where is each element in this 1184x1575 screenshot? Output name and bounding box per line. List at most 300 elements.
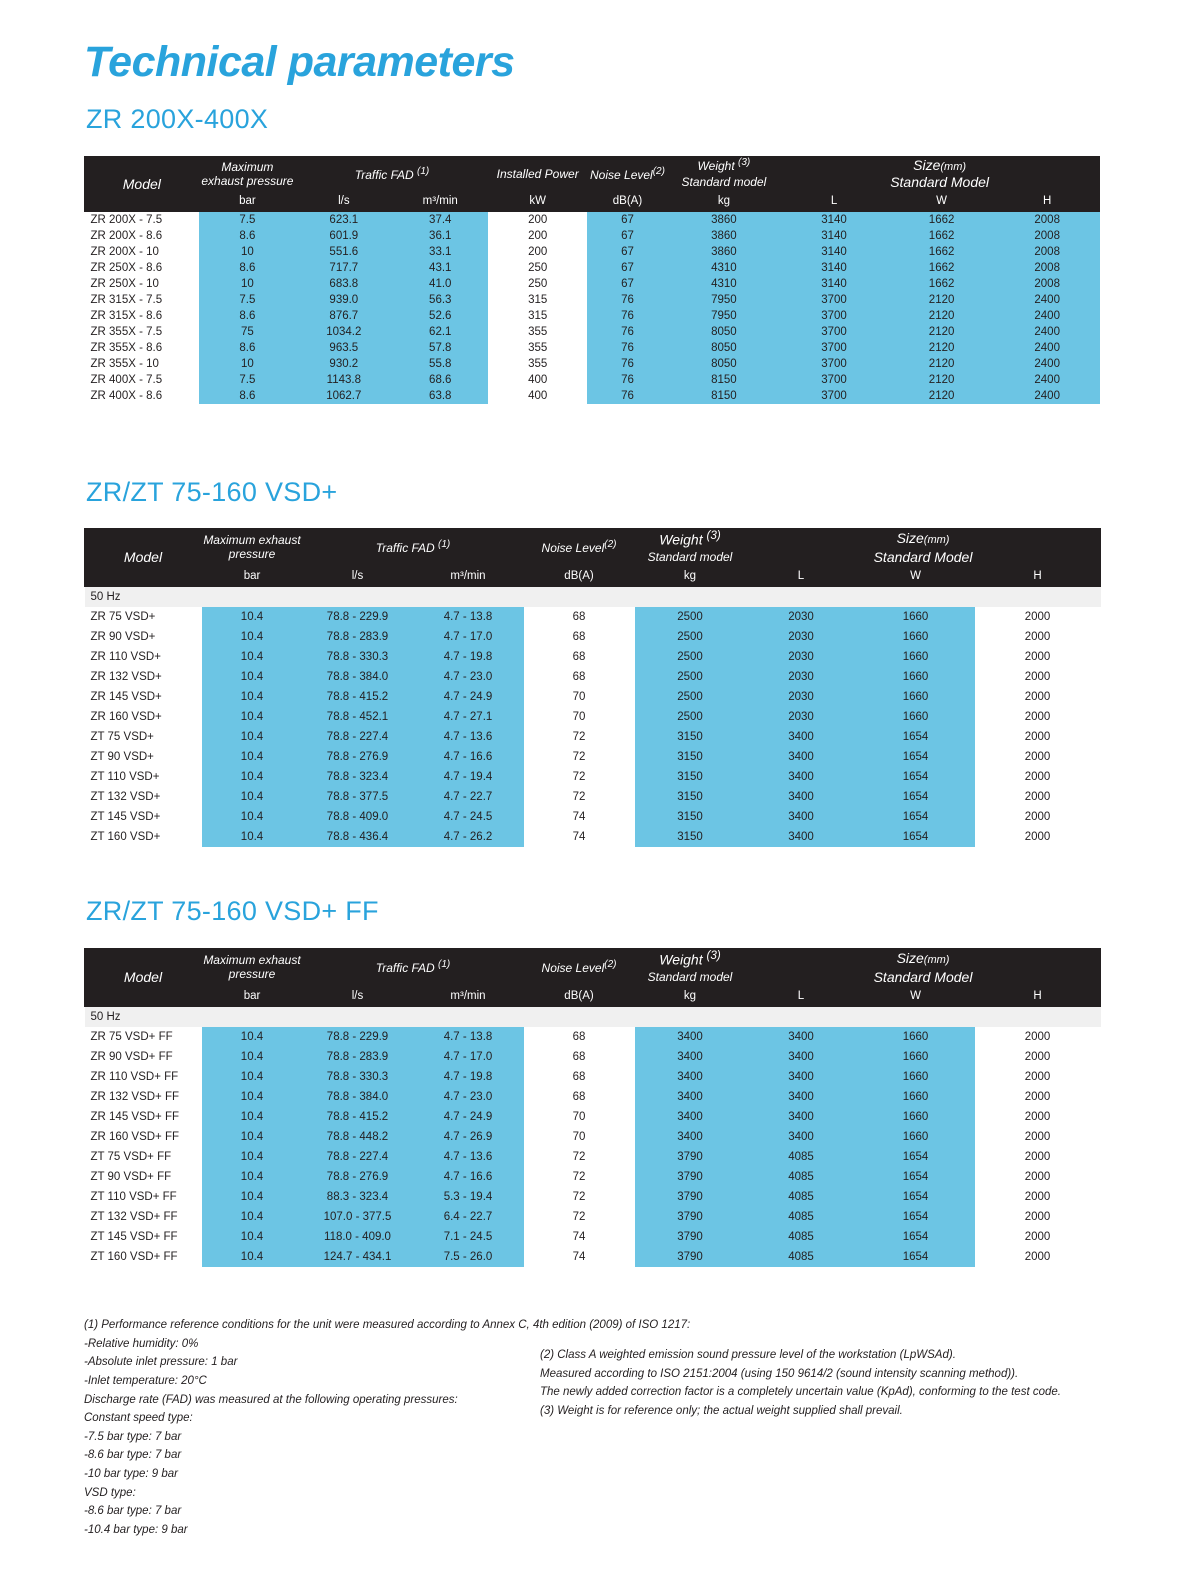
cell-value: 930.2 xyxy=(296,356,392,372)
th-installed-power: Installed Power xyxy=(488,157,586,191)
cell-value: 601.9 xyxy=(296,228,392,244)
footnote-line: -Absolute inlet pressure: 1 bar xyxy=(84,1356,238,1369)
th-unit-w: W xyxy=(857,985,975,1006)
cell-value: 1143.8 xyxy=(296,372,392,388)
cell-value: 52.6 xyxy=(392,308,488,324)
cell-value: 3150 xyxy=(635,727,746,747)
cell-value: 3400 xyxy=(746,787,857,807)
cell-value: 3400 xyxy=(746,1067,857,1087)
cell-value: 3400 xyxy=(635,1107,746,1127)
th-noise-level: Noise Level$^{(2)}$ xyxy=(524,949,635,986)
cell-value: 1034.2 xyxy=(296,324,392,340)
cell-value: 72 xyxy=(524,787,635,807)
cell-value: 2000 xyxy=(975,727,1101,747)
cell-model: ZT 160 VSD+ FF xyxy=(85,1247,202,1267)
cell-value: 4.7 - 13.6 xyxy=(413,727,524,747)
cell-value: 1660 xyxy=(857,1067,975,1087)
cell-value: 75 xyxy=(199,324,295,340)
cell-value: 4.7 - 16.6 xyxy=(413,1167,524,1187)
section-heading-1: ZR 200X-400X xyxy=(86,104,269,134)
spec-table-zr200x-400x xyxy=(84,156,1100,404)
cell-value: 4.7 - 27.1 xyxy=(413,707,524,727)
cell-value: 78.8 - 409.0 xyxy=(303,807,413,827)
cell-value: 78.8 - 384.0 xyxy=(303,667,413,687)
cell-value: 74 xyxy=(524,1227,635,1247)
cell-value: 1662 xyxy=(888,244,995,260)
cell-value: 3400 xyxy=(746,727,857,747)
cell-value: 2120 xyxy=(888,324,995,340)
cell-value: 78.8 - 415.2 xyxy=(303,687,413,707)
th-noise-level: Noise Level$^{(2)}$ xyxy=(587,157,668,191)
cell-value: 2400 xyxy=(995,292,1100,308)
cell-value: 400 xyxy=(488,388,586,404)
cell-value: 78.8 - 448.2 xyxy=(303,1127,413,1147)
cell-value: 2120 xyxy=(888,372,995,388)
cell-value: 1662 xyxy=(888,260,995,276)
cell-model: ZT 90 VSD+ FF xyxy=(85,1167,202,1187)
cell-value: 36.1 xyxy=(392,228,488,244)
cell-value: 67 xyxy=(587,212,668,229)
cell-value: 4.7 - 24.9 xyxy=(413,1107,524,1127)
cell-value: 2500 xyxy=(635,607,746,627)
cell-value: 2000 xyxy=(975,1147,1101,1167)
th-traffic-fad: Traffic FAD $^{(1)}$ xyxy=(296,157,489,191)
cell-value: 3790 xyxy=(635,1147,746,1167)
cell-value: 2000 xyxy=(975,1047,1101,1067)
cell-value: 3400 xyxy=(746,1127,857,1147)
cell-value: 3150 xyxy=(635,807,746,827)
th-unit-dba: dB(A) xyxy=(587,191,668,212)
cell-value: 10 xyxy=(199,276,295,292)
table-row xyxy=(85,244,1100,260)
cell-value: 2000 xyxy=(975,1167,1101,1187)
cell-value: 200 xyxy=(488,244,586,260)
table-row xyxy=(85,1127,1101,1147)
th-weight: Weight $^{(3)}$ xyxy=(635,529,746,549)
cell-value: 3140 xyxy=(780,260,889,276)
cell-value: 3400 xyxy=(635,1087,746,1107)
cell-value: 2500 xyxy=(635,667,746,687)
cell-model: ZR 132 VSD+ xyxy=(85,667,202,687)
table-row xyxy=(85,1187,1101,1207)
cell-value: 10.4 xyxy=(202,1187,303,1207)
cell-value: 3140 xyxy=(780,244,889,260)
table-row xyxy=(85,607,1101,627)
th-size: Size(mm) xyxy=(746,529,1101,549)
cell-value: 56.3 xyxy=(392,292,488,308)
cell-value: 67 xyxy=(587,244,668,260)
cell-value: 3400 xyxy=(746,747,857,767)
cell-value: 3700 xyxy=(780,388,889,404)
table-row xyxy=(85,1067,1101,1087)
cell-value: 2008 xyxy=(995,260,1100,276)
cell-value: 4.7 - 19.8 xyxy=(413,1067,524,1087)
cell-value: 8.6 xyxy=(199,388,295,404)
th-unit-kg: kg xyxy=(635,565,746,586)
cell-value: 10.4 xyxy=(202,727,303,747)
cell-value: 2400 xyxy=(995,356,1100,372)
cell-value: 1654 xyxy=(857,1147,975,1167)
cell-value: 3400 xyxy=(746,1047,857,1067)
cell-value: 2000 xyxy=(975,607,1101,627)
table-row xyxy=(85,1227,1101,1247)
cell-value: 4085 xyxy=(746,1187,857,1207)
cell-model: ZT 145 VSD+ xyxy=(85,807,202,827)
cell-value: 68 xyxy=(524,667,635,687)
cell-value: 1660 xyxy=(857,1047,975,1067)
th-unit-ls: l/s xyxy=(296,191,392,212)
cell-value: 7.1 - 24.5 xyxy=(413,1227,524,1247)
cell-value: 2500 xyxy=(635,627,746,647)
cell-value: 78.8 - 377.5 xyxy=(303,787,413,807)
cell-model: ZR 110 VSD+ xyxy=(85,647,202,667)
cell-value: 2000 xyxy=(975,1087,1101,1107)
cell-value: 55.8 xyxy=(392,356,488,372)
cell-value: 683.8 xyxy=(296,276,392,292)
cell-value: 88.3 - 323.4 xyxy=(303,1187,413,1207)
cell-value: 1660 xyxy=(857,687,975,707)
th-unit-w: W xyxy=(857,565,975,586)
cell-value: 1062.7 xyxy=(296,388,392,404)
footnote-line: Measured according to ISO 2151:2004 (using 150 9614/2 (sound intensity scanning method)). xyxy=(540,1367,1019,1380)
cell-value: 76 xyxy=(587,292,668,308)
cell-model: ZR 315X - 8.6 xyxy=(85,308,200,324)
cell-value: 70 xyxy=(524,687,635,707)
cell-model: ZR 355X - 8.6 xyxy=(85,340,200,356)
cell-value: 2030 xyxy=(746,707,857,727)
cell-value: 78.8 - 229.9 xyxy=(303,1027,413,1047)
cell-value: 1654 xyxy=(857,1247,975,1267)
cell-value: 70 xyxy=(524,1107,635,1127)
cell-value: 10.4 xyxy=(202,1107,303,1127)
cell-value: 2400 xyxy=(995,324,1100,340)
cell-value: 1654 xyxy=(857,787,975,807)
cell-value: 2000 xyxy=(975,1127,1101,1147)
cell-model: ZR 355X - 7.5 xyxy=(85,324,200,340)
th-unit-h: H xyxy=(995,191,1100,212)
cell-value: 8.6 xyxy=(199,340,295,356)
cell-value: 10.4 xyxy=(202,1207,303,1227)
cell-value: 2400 xyxy=(995,388,1100,404)
cell-value: 2120 xyxy=(888,308,995,324)
cell-value: 1654 xyxy=(857,767,975,787)
th-unit-kg: kg xyxy=(668,191,780,212)
cell-value: 78.8 - 276.9 xyxy=(303,1167,413,1187)
cell-value: 10.4 xyxy=(202,707,303,727)
footnotes-right xyxy=(540,1346,1140,1421)
cell-value: 623.1 xyxy=(296,212,392,229)
th-unit-m3min: m³/min xyxy=(413,985,524,1006)
cell-value: 62.1 xyxy=(392,324,488,340)
cell-model: ZR 160 VSD+ FF xyxy=(85,1127,202,1147)
cell-model: ZT 132 VSD+ xyxy=(85,787,202,807)
table-row xyxy=(85,667,1101,687)
cell-value: 10.4 xyxy=(202,1047,303,1067)
cell-value: 1660 xyxy=(857,707,975,727)
cell-value: 2030 xyxy=(746,667,857,687)
cell-value: 8150 xyxy=(668,372,780,388)
cell-value: 72 xyxy=(524,1167,635,1187)
cell-value: 78.8 - 283.9 xyxy=(303,627,413,647)
th-size: Size(mm) xyxy=(746,949,1101,969)
cell-value: 8050 xyxy=(668,340,780,356)
cell-value: 68.6 xyxy=(392,372,488,388)
cell-value: 2120 xyxy=(888,388,995,404)
cell-value: 10.4 xyxy=(202,1027,303,1047)
table-row xyxy=(85,356,1100,372)
th-weight-sub: Standard model xyxy=(635,548,746,565)
cell-value: 355 xyxy=(488,340,586,356)
table-row xyxy=(85,388,1100,404)
cell-value: 8150 xyxy=(668,388,780,404)
cell-value: 78.8 - 227.4 xyxy=(303,727,413,747)
th-weight: Weight $^{(3)}$ xyxy=(668,157,780,174)
cell-value: 7.5 - 26.0 xyxy=(413,1247,524,1267)
cell-value: 3400 xyxy=(635,1127,746,1147)
cell-value: 74 xyxy=(524,1247,635,1267)
table-row xyxy=(85,687,1101,707)
cell-value: 8.6 xyxy=(199,308,295,324)
cell-value: 1654 xyxy=(857,827,975,847)
table-row xyxy=(85,260,1100,276)
cell-value: 118.0 - 409.0 xyxy=(303,1227,413,1247)
cell-value: 2000 xyxy=(975,1067,1101,1087)
cell-value: 10.4 xyxy=(202,627,303,647)
cell-value: 1654 xyxy=(857,1187,975,1207)
cell-value: 10.4 xyxy=(202,1227,303,1247)
cell-value: 4085 xyxy=(746,1227,857,1247)
cell-value: 72 xyxy=(524,1207,635,1227)
cell-value: 1662 xyxy=(888,212,995,229)
cell-value: 2000 xyxy=(975,827,1101,847)
cell-value: 3140 xyxy=(780,228,889,244)
cell-value: 4.7 - 13.6 xyxy=(413,1147,524,1167)
cell-value: 10 xyxy=(199,244,295,260)
spec-table-body-2 xyxy=(85,586,1101,847)
cell-value: 10.4 xyxy=(202,1087,303,1107)
spec-table-body-1 xyxy=(85,212,1100,405)
th-unit-h: H xyxy=(975,565,1101,586)
th-weight-sub: Standard model xyxy=(635,968,746,985)
cell-value: 2030 xyxy=(746,627,857,647)
cell-value: 250 xyxy=(488,276,586,292)
footnote-line: -10 bar type: 9 bar xyxy=(84,1468,178,1480)
cell-value: 4310 xyxy=(668,276,780,292)
cell-value: 3400 xyxy=(746,1107,857,1127)
cell-value: 78.8 - 283.9 xyxy=(303,1047,413,1067)
cell-model: ZR 400X - 8.6 xyxy=(85,388,200,404)
cell-value: 10.4 xyxy=(202,1247,303,1267)
th-model: Model xyxy=(85,529,202,587)
cell-value: 2120 xyxy=(888,340,995,356)
cell-value: 3860 xyxy=(668,228,780,244)
cell-value: 10.4 xyxy=(202,827,303,847)
th-unit-h: H xyxy=(975,985,1101,1006)
th-max-pressure: Maximum exhaust pressure xyxy=(202,949,303,986)
cell-value: 1660 xyxy=(857,607,975,627)
cell-value: 78.8 - 384.0 xyxy=(303,1087,413,1107)
th-unit-kg: kg xyxy=(635,985,746,1006)
cell-value: 67 xyxy=(587,228,668,244)
cell-value: 74 xyxy=(524,827,635,847)
cell-value: 1660 xyxy=(857,647,975,667)
cell-value: 355 xyxy=(488,356,586,372)
th-traffic-fad: Traffic FAD $^{(1)}$ xyxy=(303,529,524,566)
cell-value: 4.7 - 22.7 xyxy=(413,787,524,807)
cell-model: ZT 160 VSD+ xyxy=(85,827,202,847)
footnote-line: -8.6 bar type: 7 bar xyxy=(84,1449,182,1462)
th-unit-ls: l/s xyxy=(303,985,413,1006)
cell-value: 76 xyxy=(587,388,668,404)
cell-value: 10.4 xyxy=(202,787,303,807)
cell-value: 3400 xyxy=(635,1027,746,1047)
table-row xyxy=(85,1207,1101,1227)
cell-value: 3150 xyxy=(635,827,746,847)
table-row xyxy=(85,324,1100,340)
cell-value: 551.6 xyxy=(296,244,392,260)
cell-value: 2120 xyxy=(888,292,995,308)
cell-value: 4.7 - 19.8 xyxy=(413,647,524,667)
cell-model: ZR 400X - 7.5 xyxy=(85,372,200,388)
cell-value: 1654 xyxy=(857,1227,975,1247)
cell-value: 4085 xyxy=(746,1207,857,1227)
table-row xyxy=(85,228,1100,244)
cell-value: 250 xyxy=(488,260,586,276)
cell-value: 3140 xyxy=(780,276,889,292)
th-unit-dba: dB(A) xyxy=(524,985,635,1006)
cell-value: 43.1 xyxy=(392,260,488,276)
cell-value: 1660 xyxy=(857,1027,975,1047)
cell-model: ZR 200X - 10 xyxy=(85,244,200,260)
cell-value: 3700 xyxy=(780,356,889,372)
cell-value: 7.5 xyxy=(199,212,295,229)
cell-value: 68 xyxy=(524,1087,635,1107)
table-row xyxy=(85,647,1101,667)
cell-value: 2000 xyxy=(975,787,1101,807)
cell-value: 2000 xyxy=(975,807,1101,827)
cell-value: 2000 xyxy=(975,747,1101,767)
cell-value: 200 xyxy=(488,228,586,244)
cell-value: 939.0 xyxy=(296,292,392,308)
frequency-group-row xyxy=(85,586,1101,607)
table-row xyxy=(85,276,1100,292)
cell-value: 3400 xyxy=(635,1047,746,1067)
table-row xyxy=(85,707,1101,727)
cell-value: 2400 xyxy=(995,308,1100,324)
cell-value: 717.7 xyxy=(296,260,392,276)
cell-model: ZR 355X - 10 xyxy=(85,356,200,372)
cell-value: 315 xyxy=(488,292,586,308)
footnote-line: VSD type: xyxy=(84,1486,136,1499)
cell-value: 2008 xyxy=(995,276,1100,292)
table-row xyxy=(85,787,1101,807)
cell-value: 315 xyxy=(488,308,586,324)
cell-value: 76 xyxy=(587,340,668,356)
th-traffic-fad: Traffic FAD $^{(1)}$ xyxy=(303,949,524,986)
cell-value: 10.4 xyxy=(202,747,303,767)
cell-value: 68 xyxy=(524,607,635,627)
cell-value: 10.4 xyxy=(202,1167,303,1187)
cell-value: 1654 xyxy=(857,1207,975,1227)
table-row xyxy=(85,1247,1101,1267)
cell-value: 2120 xyxy=(888,356,995,372)
cell-value: 963.5 xyxy=(296,340,392,356)
cell-value: 76 xyxy=(587,372,668,388)
cell-value: 124.7 - 434.1 xyxy=(303,1247,413,1267)
cell-value: 2008 xyxy=(995,244,1100,260)
cell-value: 1654 xyxy=(857,747,975,767)
cell-value: 2400 xyxy=(995,340,1100,356)
cell-value: 78.8 - 323.4 xyxy=(303,767,413,787)
table-row xyxy=(85,767,1101,787)
cell-value: 10.4 xyxy=(202,687,303,707)
th-model: Model xyxy=(85,949,202,1007)
cell-value: 72 xyxy=(524,767,635,787)
cell-value: 8050 xyxy=(668,324,780,340)
cell-value: 3400 xyxy=(746,1027,857,1047)
cell-value: 2000 xyxy=(975,647,1101,667)
table-row xyxy=(85,747,1101,767)
cell-model: ZR 90 VSD+ FF xyxy=(85,1047,202,1067)
cell-value: 4.7 - 26.2 xyxy=(413,827,524,847)
th-unit-l: L xyxy=(746,565,857,586)
cell-value: 2030 xyxy=(746,687,857,707)
cell-value: 7.5 xyxy=(199,372,295,388)
cell-value: 3700 xyxy=(780,308,889,324)
cell-model: ZR 200X - 8.6 xyxy=(85,228,200,244)
cell-value: 78.8 - 452.1 xyxy=(303,707,413,727)
cell-value: 3700 xyxy=(780,372,889,388)
cell-value: 63.8 xyxy=(392,388,488,404)
table-row xyxy=(85,372,1100,388)
cell-model: ZR 160 VSD+ xyxy=(85,707,202,727)
cell-value: 8.6 xyxy=(199,260,295,276)
cell-value: 3860 xyxy=(668,212,780,229)
cell-value: 1654 xyxy=(857,1167,975,1187)
cell-value: 1660 xyxy=(857,1127,975,1147)
spec-table-vsd-ff xyxy=(84,948,1101,1267)
table-row xyxy=(85,627,1101,647)
cell-value: 355 xyxy=(488,324,586,340)
table-row xyxy=(85,340,1100,356)
cell-model: ZR 110 VSD+ FF xyxy=(85,1067,202,1087)
cell-value: 2000 xyxy=(975,1247,1101,1267)
cell-value: 8.6 xyxy=(199,228,295,244)
cell-value: 8050 xyxy=(668,356,780,372)
cell-value: 70 xyxy=(524,707,635,727)
table-row xyxy=(85,1107,1101,1127)
cell-value: 10.4 xyxy=(202,807,303,827)
cell-value: 400 xyxy=(488,372,586,388)
cell-value: 2000 xyxy=(975,1207,1101,1227)
th-max-pressure: Maximum exhaust pressure xyxy=(199,157,295,191)
cell-model: ZT 75 VSD+ xyxy=(85,727,202,747)
cell-value: 68 xyxy=(524,1067,635,1087)
footnote-line: (1) Performance reference conditions for the unit were measured according to Annex C, 4th edition (2009) of ISO 1217: xyxy=(84,1319,691,1331)
th-max-pressure: Maximum exhaust pressure xyxy=(202,529,303,566)
footnote-line: The newly added correction factor is a completely uncertain value (KpAd), conforming to the test code. xyxy=(540,1386,1061,1399)
cell-value: 200 xyxy=(488,212,586,229)
cell-value: 7950 xyxy=(668,308,780,324)
cell-value: 1660 xyxy=(857,1087,975,1107)
cell-value: 76 xyxy=(587,308,668,324)
cell-value: 78.8 - 276.9 xyxy=(303,747,413,767)
th-weight-sub: Standard model xyxy=(668,174,780,191)
page-title: Technical parameters xyxy=(84,38,515,86)
cell-value: 4.7 - 24.5 xyxy=(413,807,524,827)
cell-value: 68 xyxy=(524,1047,635,1067)
table-row xyxy=(85,1027,1101,1047)
